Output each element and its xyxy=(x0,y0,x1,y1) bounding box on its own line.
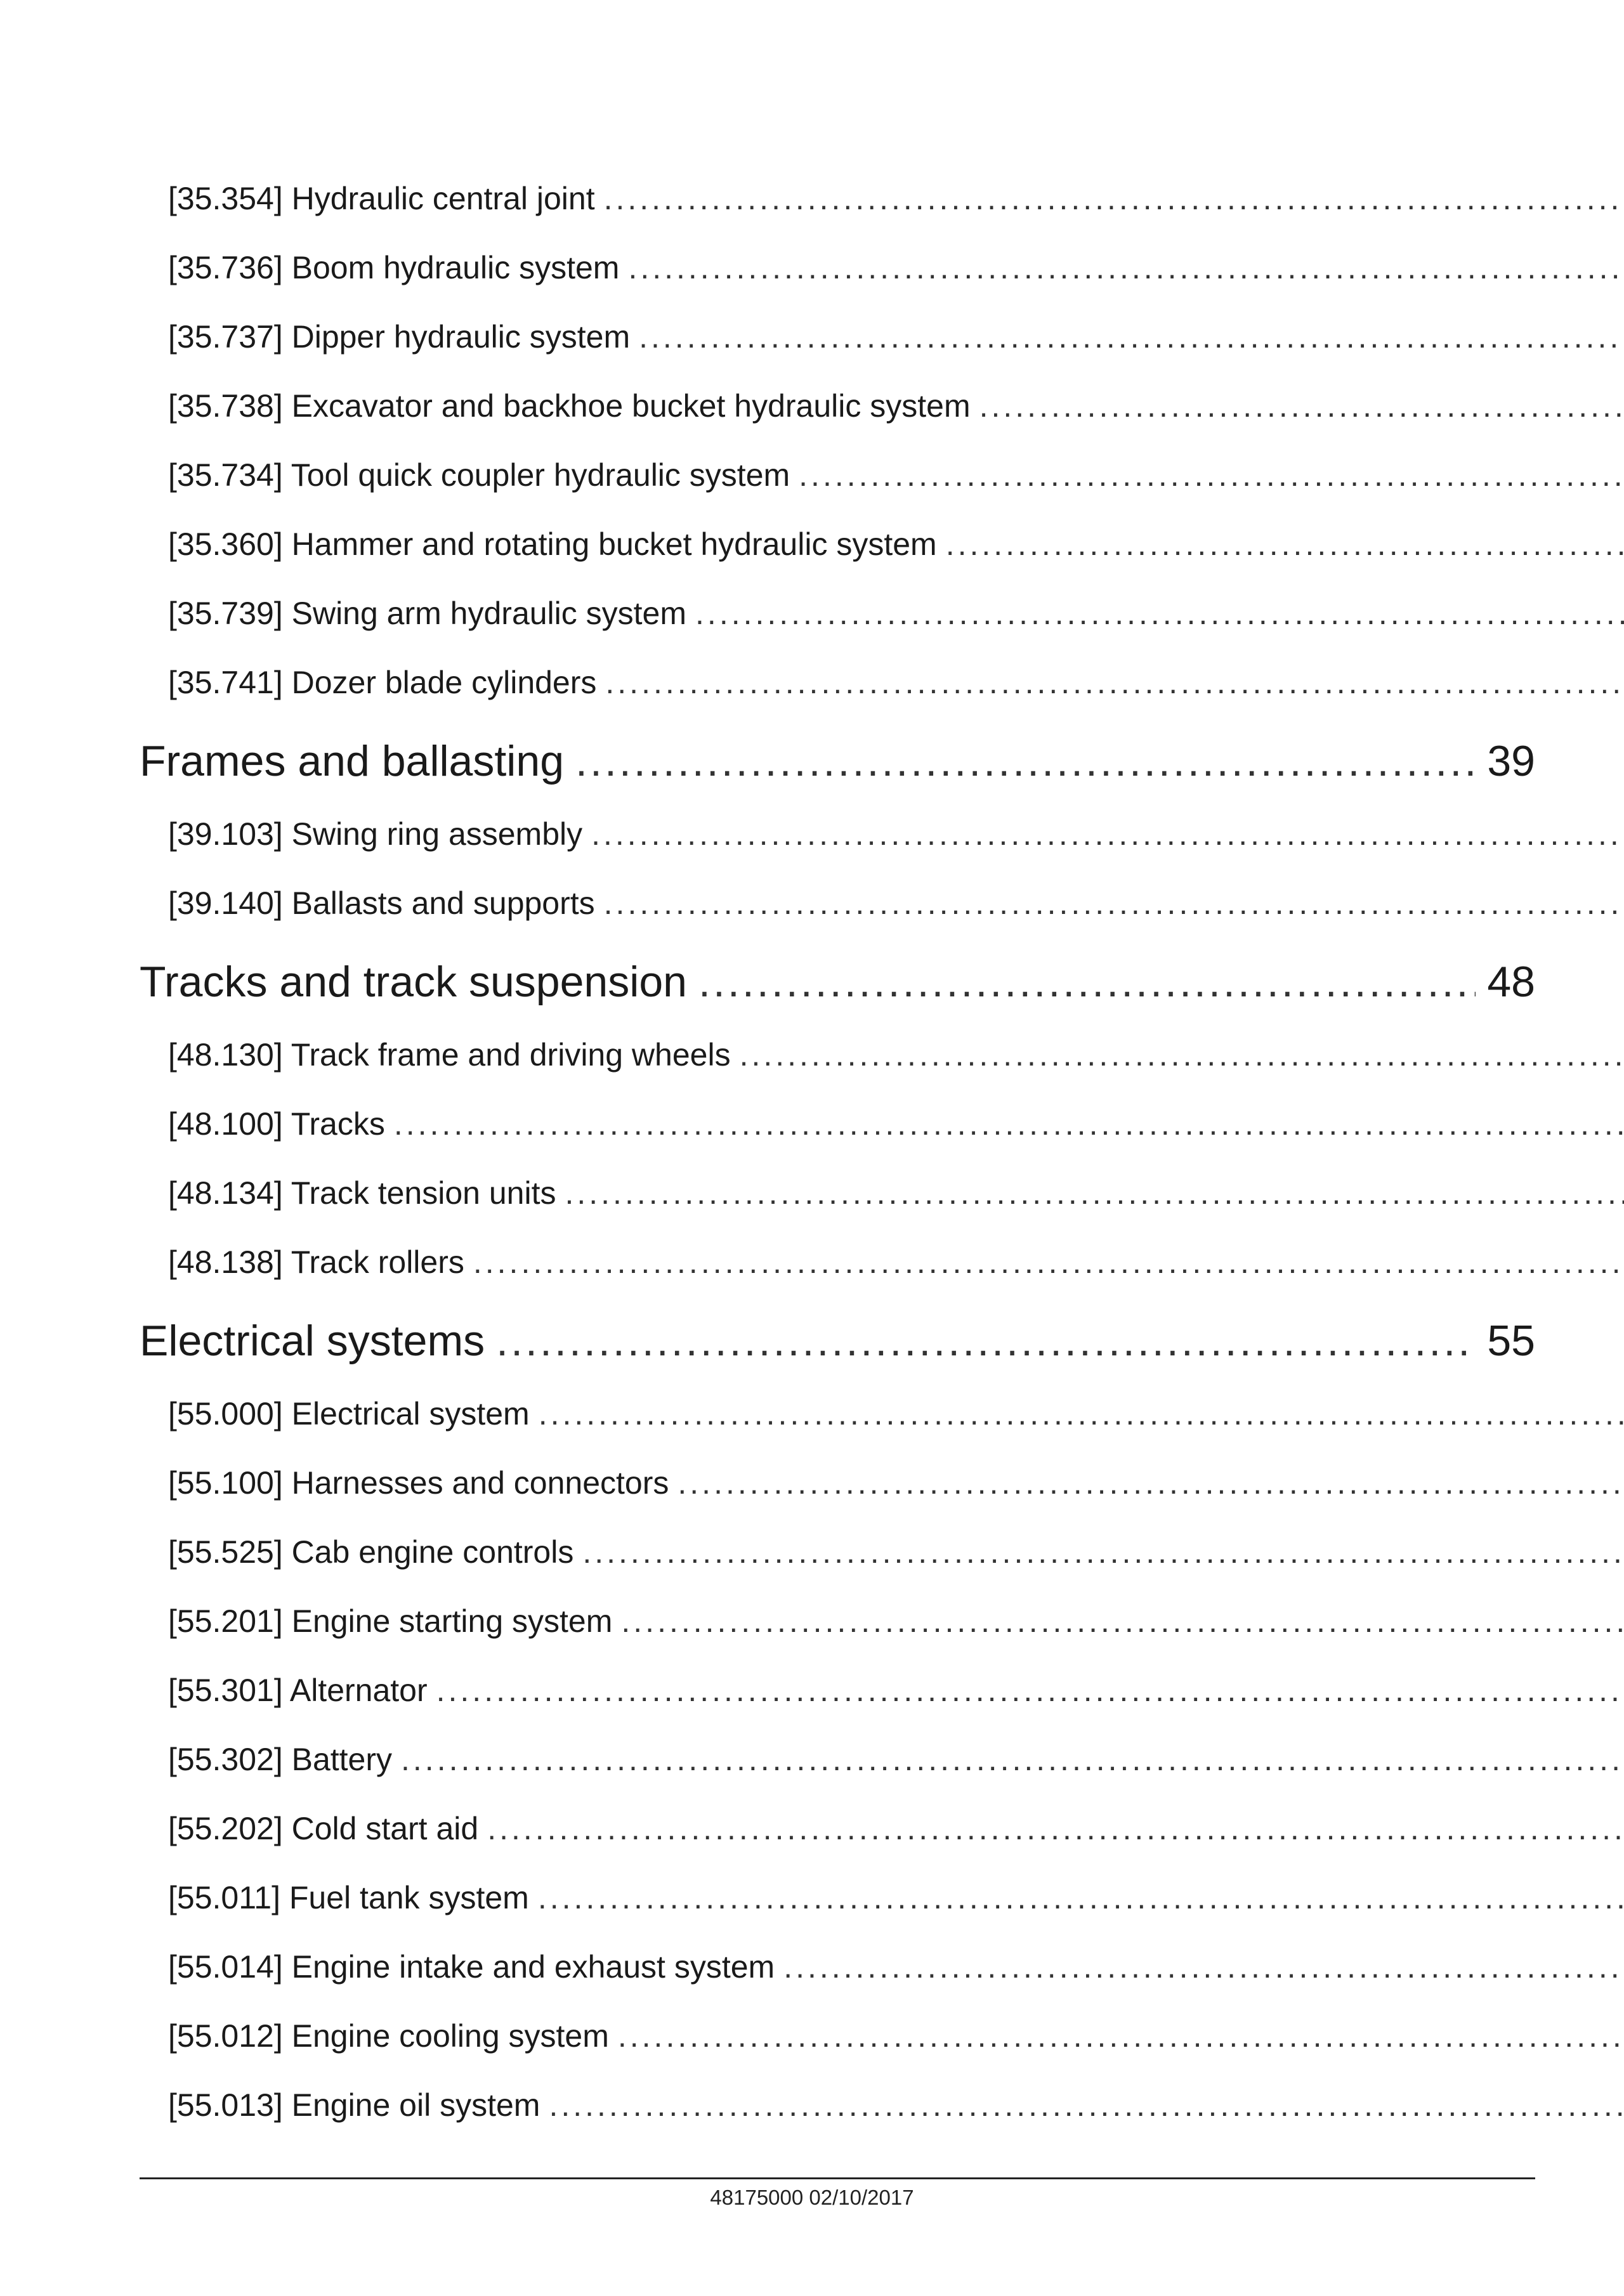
dot-leader xyxy=(678,1461,1624,1505)
toc-entry[interactable] xyxy=(168,1599,1624,1643)
dot-leader xyxy=(946,522,1624,566)
dot-leader xyxy=(487,1806,1624,1851)
toc-entry-title: [48.130] Track frame and driving wheels xyxy=(168,1037,731,1073)
toc-section[interactable] xyxy=(140,733,1535,790)
toc-entry-title: [55.100] Harnesses and connectors xyxy=(168,1465,669,1501)
toc-entry-title: [35.737] Dipper hydraulic system xyxy=(168,319,631,355)
dot-leader xyxy=(628,245,1624,290)
toc-entry[interactable] xyxy=(168,591,1624,636)
dot-leader xyxy=(436,1668,1624,1712)
toc-entry-title: [39.140] Ballasts and supports xyxy=(168,885,595,921)
toc-entry[interactable] xyxy=(168,1945,1624,1989)
toc-entry-title: [55.201] Engine starting system xyxy=(168,1603,613,1639)
dot-leader xyxy=(604,176,1624,221)
toc-entry[interactable] xyxy=(168,881,1624,925)
toc-entry-title: [55.301] Alternator xyxy=(168,1673,428,1708)
toc-entry[interactable] xyxy=(168,1240,1624,1284)
toc-entry[interactable] xyxy=(168,1668,1624,1712)
dot-leader xyxy=(575,733,1476,790)
toc-entry-title: [35.734] Tool quick coupler hydraulic system xyxy=(168,457,790,493)
toc-entry-title: [55.014] Engine intake and exhaust system xyxy=(168,1949,775,1985)
toc-entry[interactable] xyxy=(168,315,1624,359)
dot-leader xyxy=(698,953,1476,1010)
toc-section-title: Electrical systems xyxy=(140,1317,485,1365)
dot-leader xyxy=(979,384,1624,428)
dot-leader xyxy=(401,1737,1624,1782)
toc-entry-title: [55.302] Battery xyxy=(168,1742,393,1777)
toc-entry-title: [55.000] Electrical system xyxy=(168,1396,530,1432)
dot-leader xyxy=(591,812,1624,856)
toc-entry-title: [55.202] Cold start aid xyxy=(168,1811,479,1846)
toc-section[interactable] xyxy=(140,953,1535,1010)
dot-leader xyxy=(565,1171,1624,1215)
dot-leader xyxy=(496,1312,1476,1369)
dot-leader xyxy=(695,591,1624,636)
toc-entry-title: [55.013] Engine oil system xyxy=(168,2087,540,2123)
toc-entry[interactable] xyxy=(168,2083,1624,2127)
toc-entry-title: [48.138] Track rollers xyxy=(168,1244,464,1280)
toc-entry-title: [35.736] Boom hydraulic system xyxy=(168,250,620,285)
toc-entry-title: [55.011] Fuel tank system xyxy=(168,1880,529,1915)
toc-entry[interactable] xyxy=(168,1033,1624,1077)
toc-entry[interactable] xyxy=(168,1530,1624,1574)
toc-entry-title: [35.354] Hydraulic central joint xyxy=(168,181,595,216)
toc-entry[interactable] xyxy=(168,1461,1624,1505)
dot-leader xyxy=(740,1033,1624,1077)
dot-leader xyxy=(639,315,1624,359)
dot-leader xyxy=(604,881,1624,925)
toc-entry-title: [55.012] Engine cooling system xyxy=(168,2018,609,2054)
footer-rule xyxy=(140,2177,1535,2179)
toc-entry[interactable] xyxy=(168,1392,1624,1436)
toc-entry[interactable] xyxy=(168,176,1624,221)
toc-entry-title: [39.103] Swing ring assembly xyxy=(168,816,583,852)
toc-entry[interactable] xyxy=(168,1171,1624,1215)
dot-leader xyxy=(582,1530,1624,1574)
dot-leader xyxy=(605,660,1624,705)
toc-entry-title: [55.525] Cab engine controls xyxy=(168,1534,574,1570)
dot-leader xyxy=(618,2014,1624,2058)
toc-entry[interactable] xyxy=(168,1737,1624,1782)
toc-section-title: Frames and ballasting xyxy=(140,737,565,785)
toc-section-title: Tracks and track suspension xyxy=(140,958,687,1006)
toc-section-page: 48 xyxy=(1487,958,1535,1006)
toc-entry[interactable] xyxy=(168,453,1624,497)
toc-entry[interactable] xyxy=(168,522,1624,566)
toc-entry[interactable] xyxy=(168,1806,1624,1851)
toc-entry-title: [48.134] Track tension units xyxy=(168,1175,556,1211)
dot-leader xyxy=(549,2083,1624,2127)
toc-entry-title: [35.738] Excavator and backhoe bucket hydraulic system xyxy=(168,388,971,424)
dot-leader xyxy=(539,1392,1624,1436)
toc-entry-title: [35.739] Swing arm hydraulic system xyxy=(168,596,687,631)
toc-entry[interactable] xyxy=(168,660,1624,705)
toc-entry[interactable] xyxy=(168,245,1624,290)
dot-leader xyxy=(621,1599,1624,1643)
dot-leader xyxy=(538,1875,1624,1920)
toc-entry-title: [35.741] Dozer blade cylinders xyxy=(168,665,597,700)
toc-section-page: 55 xyxy=(1487,1317,1535,1365)
toc-entry-title: [35.360] Hammer and rotating bucket hydraulic system xyxy=(168,526,937,562)
dot-leader xyxy=(394,1102,1624,1146)
toc-entry[interactable] xyxy=(168,812,1624,856)
dot-leader xyxy=(473,1240,1624,1284)
toc-section[interactable] xyxy=(140,1312,1535,1369)
dot-leader xyxy=(783,1945,1624,1989)
dot-leader xyxy=(799,453,1624,497)
toc-entry[interactable] xyxy=(168,2014,1624,2058)
toc-entry[interactable] xyxy=(168,384,1624,428)
toc-entry-title: [48.100] Tracks xyxy=(168,1106,385,1142)
footer-doc-id: 48175000 02/10/2017 xyxy=(710,2186,914,2209)
toc-section-page: 39 xyxy=(1487,737,1535,785)
toc-entry[interactable] xyxy=(168,1102,1624,1146)
toc-entry[interactable] xyxy=(168,1875,1624,1920)
